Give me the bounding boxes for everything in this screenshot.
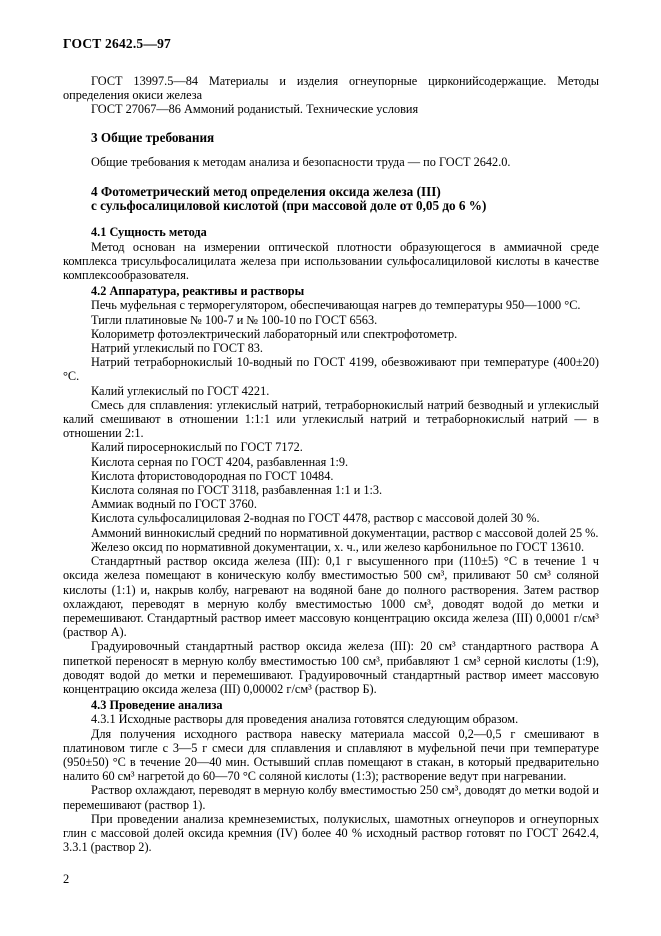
section-4-heading-line1: 4 Фотометрический метод определения оксида железа (III) bbox=[91, 184, 441, 200]
section-4-heading-line2: с сульфосалициловой кислотой (при массовой доле от 0,05 до 6 %) bbox=[91, 198, 487, 214]
paragraph: Железо оксид по нормативной документации, х. ч., или железо карбонильное по ГОСТ 13610. bbox=[91, 539, 585, 554]
paragraph: Раствор охлаждают, переводят в мерную колбу вместимостью 250 см³, доводят до метки водой и перемешивают (раствор 1). bbox=[63, 783, 599, 812]
paragraph: 4.3.1 Исходные растворы для проведения анализа готовятся следующим образом. bbox=[91, 712, 519, 727]
paragraph: Градуировочный стандартный раствор оксида железа (III): 20 см³ стандартного раствора А пипеткой переносят в мерную колбу вместимостью 100 см³, прибавляют 1 см³ серной кислоты (1:9), доводят водой до метки и перемешивают. Градуировочный стандартный раствор имеет массовую концентрацию оксида железа (III) 0,00002 г/см³ (раствор Б). bbox=[63, 639, 599, 696]
document-title: ГОСТ 2642.5—97 bbox=[63, 36, 171, 51]
paragraph: Печь муфельная с терморегулятором, обеспечивающая нагрев до температуры 950—1000 °С. bbox=[91, 298, 581, 313]
paragraph: Смесь для сплавления: углекислый натрий, тетраборнокислый натрий безводный и углекислый калий смешивают в отношении 1:1:1 или углекислый натрий и тетраборнокислый натрий — в отношении 2:1. bbox=[63, 397, 599, 441]
paragraph: Калий пиросернокислый по ГОСТ 7172. bbox=[91, 440, 303, 455]
subsection-4-2-heading: 4.2 Аппаратура, реактивы и растворы bbox=[91, 284, 305, 299]
paragraph: Аммоний виннокислый средний по нормативной документации, раствор с массовой долей 25 %. bbox=[91, 525, 599, 540]
paragraph: ГОСТ 27067—86 Аммоний роданистый. Технические условия bbox=[91, 102, 419, 117]
paragraph: Аммиак водный по ГОСТ 3760. bbox=[91, 497, 257, 512]
paragraph: Кислота соляная по ГОСТ 3118, разбавленная 1:1 и 1:3. bbox=[91, 483, 383, 498]
paragraph: Общие требования к методам анализа и безопасности труда — по ГОСТ 2642.0. bbox=[91, 154, 511, 169]
paragraph: Калий углекислый по ГОСТ 4221. bbox=[91, 383, 270, 398]
paragraph: Натрий тетраборнокислый 10-водный по ГОСТ 4199, обезвоживают при температуре (400±20) °С. bbox=[63, 355, 599, 384]
paragraph: Колориметр фотоэлектрический лабораторный или спектрофотометр. bbox=[91, 326, 458, 341]
paragraph: Кислота сульфосалициловая 2-водная по ГОСТ 4478, раствор с массовой долей 30 %. bbox=[91, 511, 540, 526]
paragraph: Кислота фтористоводородная по ГОСТ 10484. bbox=[91, 468, 334, 483]
page-number: 2 bbox=[63, 872, 70, 886]
paragraph: ГОСТ 13997.5—84 Материалы и изделия огнеупорные цирконийсодержащие. Методы определения окиси железа bbox=[63, 74, 599, 103]
paragraph: При проведении анализа кремнеземистых, полукислых, шамотных огнеупоров и огнеупорных глин с массовой долей оксида кремния (IV) более 40 % исходный раствор готовят по ГОСТ 2642.4, 3.3.1 (раствор 2). bbox=[63, 811, 599, 855]
paragraph: Натрий углекислый по ГОСТ 83. bbox=[91, 341, 263, 356]
paragraph: Тигли платиновые № 100-7 и № 100-10 по ГОСТ 6563. bbox=[91, 312, 378, 327]
paragraph: Метод основан на измерении оптической плотности образующегося в аммиачной среде комплекса трисульфосалицилата железа при использовании сульфосалициловой кислоты в качестве комплексообразователя. bbox=[63, 239, 599, 283]
section-3-heading: 3 Общие требования bbox=[91, 129, 215, 145]
subsection-4-3-heading: 4.3 Проведение анализа bbox=[91, 698, 223, 713]
paragraph: Кислота серная по ГОСТ 4204, разбавленная 1:9. bbox=[91, 454, 349, 469]
subsection-4-1-heading: 4.1 Сущность метода bbox=[91, 225, 207, 240]
paragraph: Для получения исходного раствора навеску материала массой 0,2—0,5 г смешивают в платиновом тигле с 3—5 г смеси для сплавления и сплавляют в муфельной печи при температуре (950±50) °С в течение 20—40 мин. Остывший сплав помещают в стакан, в который предварительно налито 60 см³ нагретой до 60—70 °С соляной кислоты (1:3); растворение ведут при нагревании. bbox=[63, 726, 599, 784]
document-body bbox=[63, 74, 599, 854]
paragraph: Стандартный раствор оксида железа (III): 0,1 г высушенного при (110±5) °С в течение 1 ч оксида железа помещают в коническую колбу вместимостью 500 см³, приливают 50 см³ соляной кислоты (1:1) и, накрыв колбу, нагревают на водяной бане до полного растворения. Затем раствор охлаждают, переводят в мерную колбу вместимостью 1000 см³, доводят водой до метки и перемешивают. Стандартный раствор имеет массовую концентрацию оксида железа (III) 0,0001 г/см³ (раствор А). bbox=[63, 554, 599, 640]
